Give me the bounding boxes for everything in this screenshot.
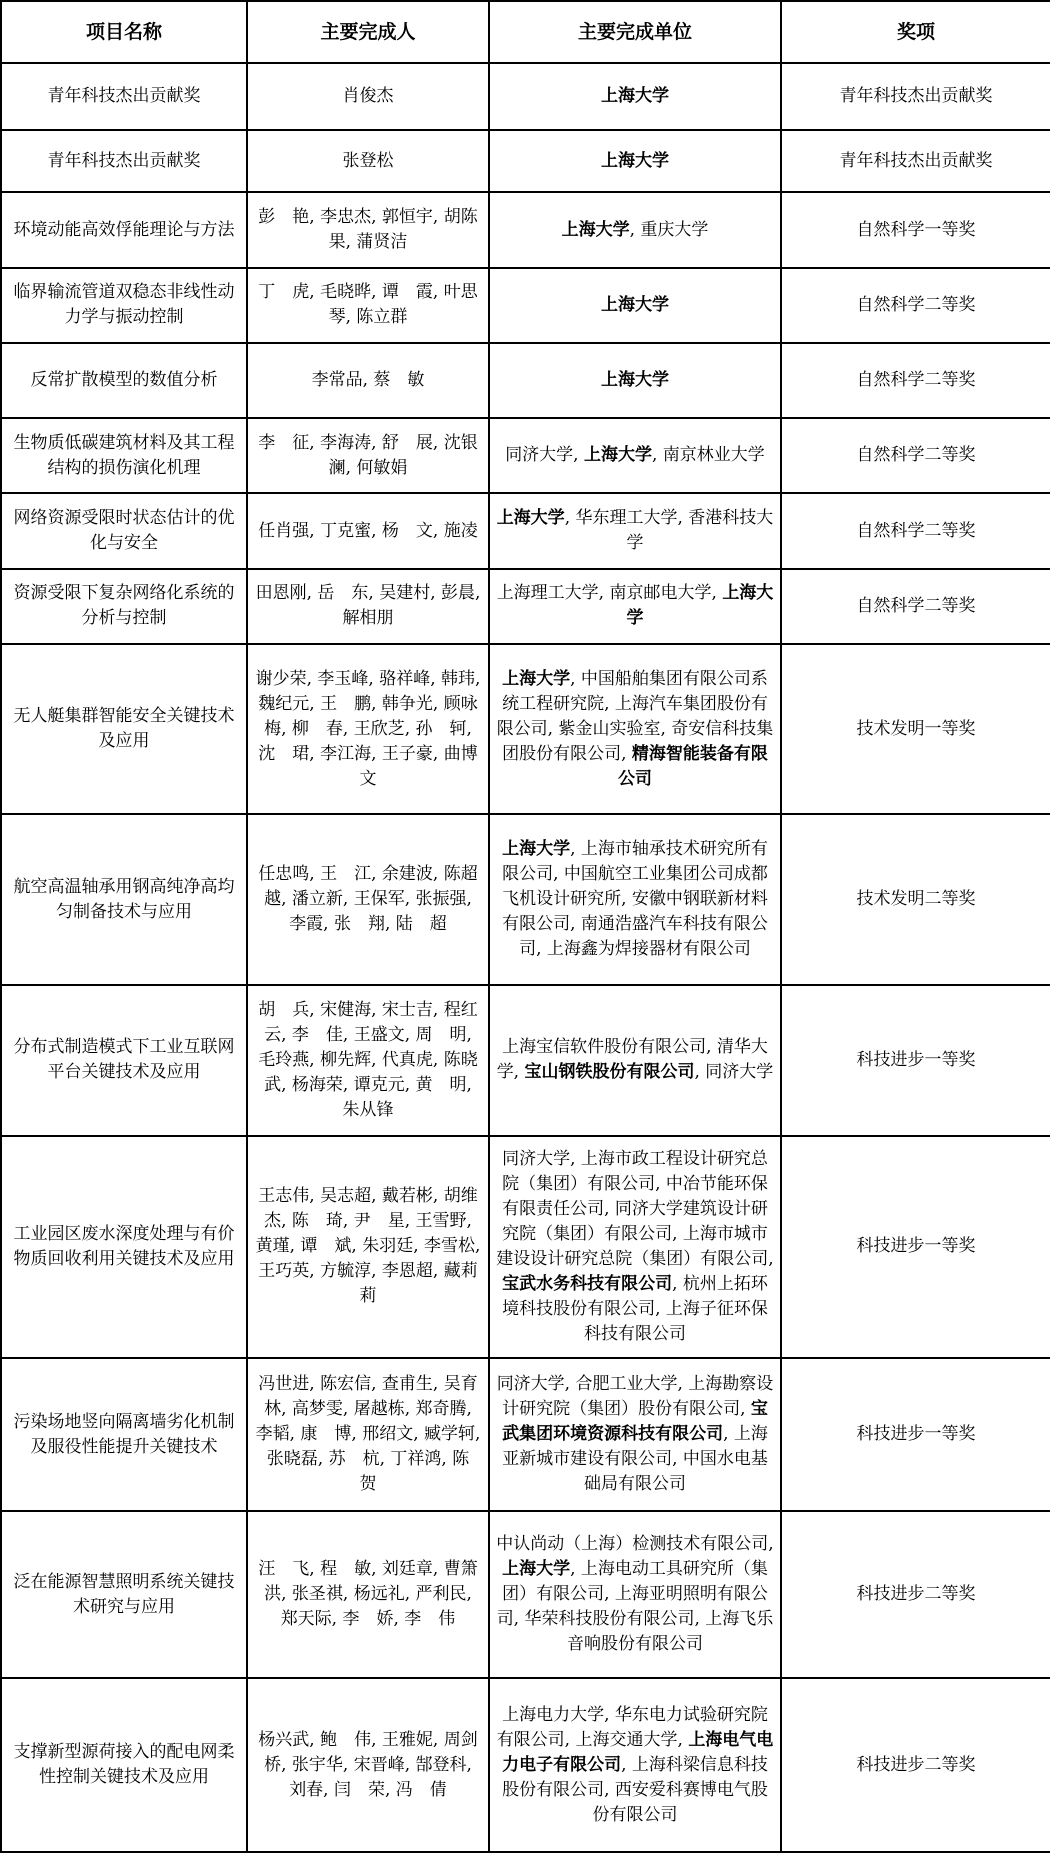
main-units-cell — [489, 985, 781, 1136]
main-units-cell — [489, 268, 781, 343]
main-units-cell — [489, 814, 781, 985]
main-units-cell — [489, 192, 781, 267]
award-cell: 青年科技杰出贡献奖 — [781, 130, 1050, 192]
unit-text: , 华东理工大学, 香港科技大学 — [564, 508, 774, 554]
unit-text: 同济大学, 合肥工业大学, 上海勘察设计研究院（集团）股份有限公司, — [496, 1374, 774, 1420]
unit-text: , 上海亚新城市建设有限公司, 中国水电基础局有限公司 — [502, 1424, 768, 1495]
award-cell: 科技进步二等奖 — [781, 1511, 1050, 1679]
header-main-units: 主要完成单位 — [489, 1, 781, 63]
unit-text-bold: 上海大学 — [626, 583, 774, 629]
table-row — [1, 63, 1050, 130]
table-row — [1, 1358, 1050, 1511]
table-row — [1, 268, 1050, 343]
unit-text: 同济大学, 上海市政工程设计研究总院（集团）有限公司, 中冶节能环保有限责任公司, 同济大学建筑设计研究院（集团）有限公司, 上海市城市建设设计研究总院（集团）有限公司, — [496, 1148, 774, 1269]
main-units-cell — [489, 493, 781, 568]
unit-text: , 上海市轴承技术研究所有限公司, 中国航空工业集团公司成都飞机设计研究所, 安徽中钢联新材料有限公司, 南通浩盛汽车科技有限公司, 上海鑫为焊接器材有限公司 — [502, 839, 768, 960]
unit-text: 上海理工大学, 南京邮电大学, — [496, 583, 723, 604]
main-people-cell: 杨兴武, 鲍 伟, 王雅妮, 周剑桥, 张宇华, 宋晋峰, 郜登科, 刘春, 闫 荣, 冯 倩 — [247, 1678, 489, 1852]
unit-text-bold: 上海电气电力电子有限公司 — [502, 1729, 774, 1775]
project-name-cell: 反常扩散模型的数值分析 — [1, 343, 247, 418]
award-cell: 科技进步一等奖 — [781, 1358, 1050, 1511]
main-people-cell: 彭 艳, 李忠杰, 郭恒宇, 胡陈果, 蒲贤洁 — [247, 192, 489, 267]
project-name-cell: 航空高温轴承用钢高纯净高均匀制备技术与应用 — [1, 814, 247, 985]
main-people-cell: 张登松 — [247, 130, 489, 192]
unit-text-bold: 宝武水务科技有限公司 — [502, 1273, 673, 1294]
award-cell: 科技进步一等奖 — [781, 985, 1050, 1136]
unit-text-bold: 精海智能装备有限公司 — [618, 743, 768, 789]
project-name-cell: 污染场地竖向隔离墙劣化机制及服役性能提升关键技术 — [1, 1358, 247, 1511]
unit-text: , 中国船舶集团有限公司系统工程研究院, 上海汽车集团股份有限公司, 紫金山实验室, 奇安信科技集团股份有限公司, — [496, 668, 774, 764]
project-name-cell: 生物质低碳建筑材料及其工程结构的损伤演化机理 — [1, 418, 247, 493]
table-row — [1, 1511, 1050, 1679]
award-cell: 自然科学二等奖 — [781, 569, 1050, 644]
main-people-cell: 肖俊杰 — [247, 63, 489, 130]
unit-text-bold: 宝武集团环境资源科技有限公司 — [502, 1399, 768, 1445]
main-people-cell: 任肖强, 丁克蜜, 杨 文, 施凌 — [247, 493, 489, 568]
header-project-name: 项目名称 — [1, 1, 247, 63]
main-people-cell: 丁 虎, 毛晓晔, 谭 霞, 叶思琴, 陈立群 — [247, 268, 489, 343]
main-units-cell — [489, 63, 781, 130]
unit-text-bold: 上海大学 — [502, 668, 571, 689]
unit-text-bold: 上海大学 — [601, 370, 669, 391]
main-people-cell: 李 征, 李海涛, 舒 展, 沈银澜, 何敏娟 — [247, 418, 489, 493]
header-main-people: 主要完成人 — [247, 1, 489, 63]
main-units-cell — [489, 418, 781, 493]
table-row — [1, 569, 1050, 644]
table-row — [1, 644, 1050, 815]
award-cell: 技术发明二等奖 — [781, 814, 1050, 985]
unit-text-bold: 上海大学 — [601, 86, 669, 107]
project-name-cell: 分布式制造模式下工业互联网平台关键技术及应用 — [1, 985, 247, 1136]
unit-text: , 上海电动工具研究所（集团）有限公司, 上海亚明照明有限公司, 华荣科技股份有限公司, 上海飞乐音响股份有限公司 — [496, 1559, 774, 1655]
award-cell: 自然科学二等奖 — [781, 493, 1050, 568]
table-row — [1, 130, 1050, 192]
unit-text: , 同济大学 — [694, 1062, 774, 1083]
table-row — [1, 985, 1050, 1136]
table-row — [1, 1136, 1050, 1359]
award-cell: 自然科学二等奖 — [781, 268, 1050, 343]
unit-text-bold: 上海大学 — [601, 150, 669, 171]
unit-text-bold: 上海大学 — [584, 445, 652, 466]
table-row — [1, 493, 1050, 568]
unit-text-bold: 上海大学 — [502, 839, 571, 860]
main-units-cell — [489, 569, 781, 644]
header-row — [1, 1, 1050, 63]
unit-text: , 重庆大学 — [629, 219, 709, 240]
main-units-cell — [489, 644, 781, 815]
main-units-cell — [489, 1358, 781, 1511]
project-name-cell: 泛在能源智慧照明系统关键技术研究与应用 — [1, 1511, 247, 1679]
project-name-cell: 临界输流管道双稳态非线性动力学与振动控制 — [1, 268, 247, 343]
award-cell: 科技进步二等奖 — [781, 1678, 1050, 1852]
main-people-cell: 冯世进, 陈宏信, 查甫生, 吴育林, 高梦雯, 屠越栋, 郑奇腾, 李韬, 康 博, 邢绍文, 臧学轲, 张晓磊, 苏 杭, 丁祥鸿, 陈 贺 — [247, 1358, 489, 1511]
project-name-cell: 无人艇集群智能安全关键技术及应用 — [1, 644, 247, 815]
award-cell: 自然科学二等奖 — [781, 343, 1050, 418]
header-award: 奖项 — [781, 1, 1050, 63]
unit-text-bold: 上海大学 — [601, 294, 669, 315]
table-row — [1, 418, 1050, 493]
unit-text: , 杭州上拓环境科技股份有限公司, 上海子征环保科技有限公司 — [502, 1273, 768, 1344]
project-name-cell: 青年科技杰出贡献奖 — [1, 130, 247, 192]
project-name-cell: 工业园区废水深度处理与有价物质回收利用关键技术及应用 — [1, 1136, 247, 1359]
award-cell: 自然科学一等奖 — [781, 192, 1050, 267]
main-people-cell: 汪 飞, 程 敏, 刘廷章, 曹箫洪, 张圣祺, 杨远礼, 严利民, 郑天际, 李 娇, 李 伟 — [247, 1511, 489, 1679]
unit-text: 中认尚动（上海）检测技术有限公司, — [496, 1534, 774, 1555]
table-row — [1, 814, 1050, 985]
unit-text: , 上海科梁信息科技股份有限公司, 西安爱科赛博电气股份有限公司 — [502, 1754, 768, 1825]
unit-text-bold: 上海大学 — [496, 508, 565, 529]
award-cell: 技术发明一等奖 — [781, 644, 1050, 815]
main-units-cell — [489, 1678, 781, 1852]
award-cell: 青年科技杰出贡献奖 — [781, 63, 1050, 130]
main-people-cell: 王志伟, 吴志超, 戴若彬, 胡维杰, 陈 琦, 尹 星, 王雪野, 黄瑾, 谭 斌, 朱羽廷, 李雪松, 王巧英, 方毓淳, 李恩超, 藏莉莉 — [247, 1136, 489, 1359]
main-units-cell — [489, 130, 781, 192]
table-row — [1, 192, 1050, 267]
project-name-cell: 青年科技杰出贡献奖 — [1, 63, 247, 130]
table-body — [1, 63, 1050, 1852]
main-people-cell: 谢少荣, 李玉峰, 骆祥峰, 韩玮, 魏纪元, 王 鹏, 韩争光, 顾咏梅, 柳 春, 王欣芝, 孙 轲, 沈 珺, 李江海, 王子豪, 曲博文 — [247, 644, 489, 815]
project-name-cell: 网络资源受限时状态估计的优化与安全 — [1, 493, 247, 568]
unit-text-bold: 上海大学 — [561, 219, 630, 240]
unit-text: 上海宝信软件股份有限公司, 清华大学, — [496, 1037, 768, 1083]
table-row — [1, 343, 1050, 418]
award-cell: 自然科学二等奖 — [781, 418, 1050, 493]
unit-text: , 南京林业大学 — [652, 445, 765, 466]
main-units-cell — [489, 1136, 781, 1359]
main-people-cell: 胡 兵, 宋健海, 宋士吉, 程红云, 李 佳, 王盛文, 周 明, 毛玲燕, 柳先辉, 代真虎, 陈晓武, 杨海荣, 谭克元, 黄 明, 朱从锋 — [247, 985, 489, 1136]
main-people-cell: 李常品, 蔡 敏 — [247, 343, 489, 418]
main-people-cell: 任忠鸣, 王 江, 余建波, 陈超越, 潘立新, 王保军, 张振强, 李霞, 张 翔, 陆 超 — [247, 814, 489, 985]
project-name-cell: 支撑新型源荷接入的配电网柔性控制关键技术及应用 — [1, 1678, 247, 1852]
award-cell: 科技进步一等奖 — [781, 1136, 1050, 1359]
main-units-cell — [489, 343, 781, 418]
unit-text: 同济大学, — [505, 445, 584, 466]
unit-text-bold: 上海大学 — [502, 1559, 571, 1580]
table-row — [1, 1678, 1050, 1852]
project-name-cell: 环境动能高效俘能理论与方法 — [1, 192, 247, 267]
unit-text-bold: 宝山钢铁股份有限公司 — [524, 1062, 695, 1083]
main-units-cell — [489, 1511, 781, 1679]
unit-text: 上海电力大学, 华东电力试验研究院有限公司, 上海交通大学, — [496, 1704, 768, 1750]
main-people-cell: 田恩刚, 岳 东, 吴建村, 彭晨, 解相朋 — [247, 569, 489, 644]
project-name-cell: 资源受限下复杂网络化系统的分析与控制 — [1, 569, 247, 644]
